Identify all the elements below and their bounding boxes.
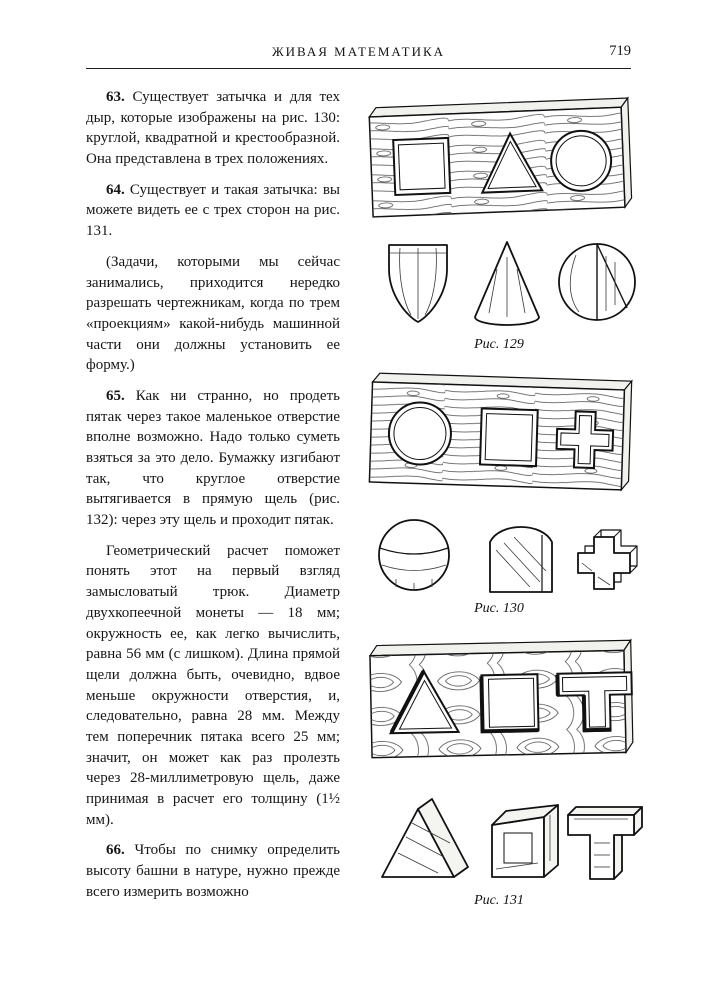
figure-131: [354, 629, 644, 921]
cross-plug: [578, 530, 637, 589]
round-plug: [379, 520, 449, 590]
wooden-board-130: [369, 373, 631, 490]
plug-view-rounded: [389, 245, 447, 322]
figure-column: [354, 87, 644, 921]
paragraph-number: 63.: [106, 89, 125, 105]
figure-caption: Рис. 129: [474, 337, 524, 352]
figure-130: [354, 365, 644, 629]
paragraph-text: Существует и такая затычка: вы можете видеть ее с трех сторон на рис. 131.: [86, 181, 340, 240]
wooden-board-131: [370, 640, 633, 757]
figure-129-illustration: [354, 89, 644, 335]
t-block: [568, 807, 642, 879]
paragraph-65-continued: [86, 541, 340, 831]
plug-view-dome: [559, 244, 635, 320]
paragraph-66: [86, 840, 340, 902]
circle-hole: [550, 130, 612, 192]
square-block: [492, 805, 558, 877]
square-plug: [490, 527, 552, 592]
page-body: [86, 87, 631, 921]
paragraph-number: 64.: [106, 181, 125, 198]
paragraph-note: [86, 252, 340, 376]
figure-caption: Рис. 130: [474, 601, 524, 616]
square-hole: [393, 138, 450, 195]
page-number: 719: [609, 43, 631, 59]
paragraph-text: Как ни странно, но продеть пятак через такое маленькое отверстие вполне возможно. Надо только суметь взяться за это дело. Бумажку изгибают так, что круглое отверстие вытягивается в прямую щель (рис. 132): через эту щель и проходит пятак.: [86, 387, 340, 529]
paragraph-63: [86, 87, 340, 170]
header-rule: [86, 68, 631, 69]
paragraph-text: Существует затычка и для тех дыр, которые изображены на рис. 130: круглой, квадратной и крестообразной. Она представлена в трех положениях.: [86, 89, 340, 168]
paragraph-text: (Задачи, которыми мы сейчас занимались, приходится нередко разрешать чертежникам, когда по трем «проекциям» какой-нибудь машинной части они должны установить ее форму.): [86, 253, 340, 374]
square-hole: [481, 674, 538, 731]
figure-131-illustration: [354, 629, 644, 891]
plug-view-cone: [475, 242, 539, 325]
paragraph-text: Геометрический расчет поможет понять этот на первый взгляд замысловатый трюк. Диаметр двухкопеечной монеты — 18 мм; окружность ее, как легко вычислить, равна 56 мм (с лишком). Длина прямой щели должна быть, очевидно, вдвое меньше окружности отверстия, и, следовательно, равна 28 мм. Между тем поперечник пятака всего 25 мм; значит, он может как раз пролезть через 28-миллиметровую щель, даже принимая в расчет его толщину (1½ мм).: [86, 542, 340, 828]
figure-130-illustration: [354, 365, 644, 599]
paragraph-64: [86, 180, 340, 242]
running-title: ЖИВАЯ МАТЕМАТИКА: [271, 44, 446, 59]
figure-caption: Рис. 131: [474, 893, 524, 908]
paragraph-number: 65.: [106, 387, 125, 404]
text-column: [86, 87, 340, 921]
figure-129: [354, 89, 644, 365]
paragraph-number: 66.: [106, 842, 125, 859]
paragraph-text: Чтобы по снимку определить высоту башни в натуре, нужно прежде всего измерить возможно: [86, 842, 340, 900]
square-hole: [480, 408, 538, 466]
wooden-board-129: [369, 98, 632, 217]
triangular-prism: [382, 799, 468, 877]
page-header: [86, 44, 631, 62]
paragraph-65: [86, 386, 340, 531]
circle-hole: [388, 402, 452, 466]
